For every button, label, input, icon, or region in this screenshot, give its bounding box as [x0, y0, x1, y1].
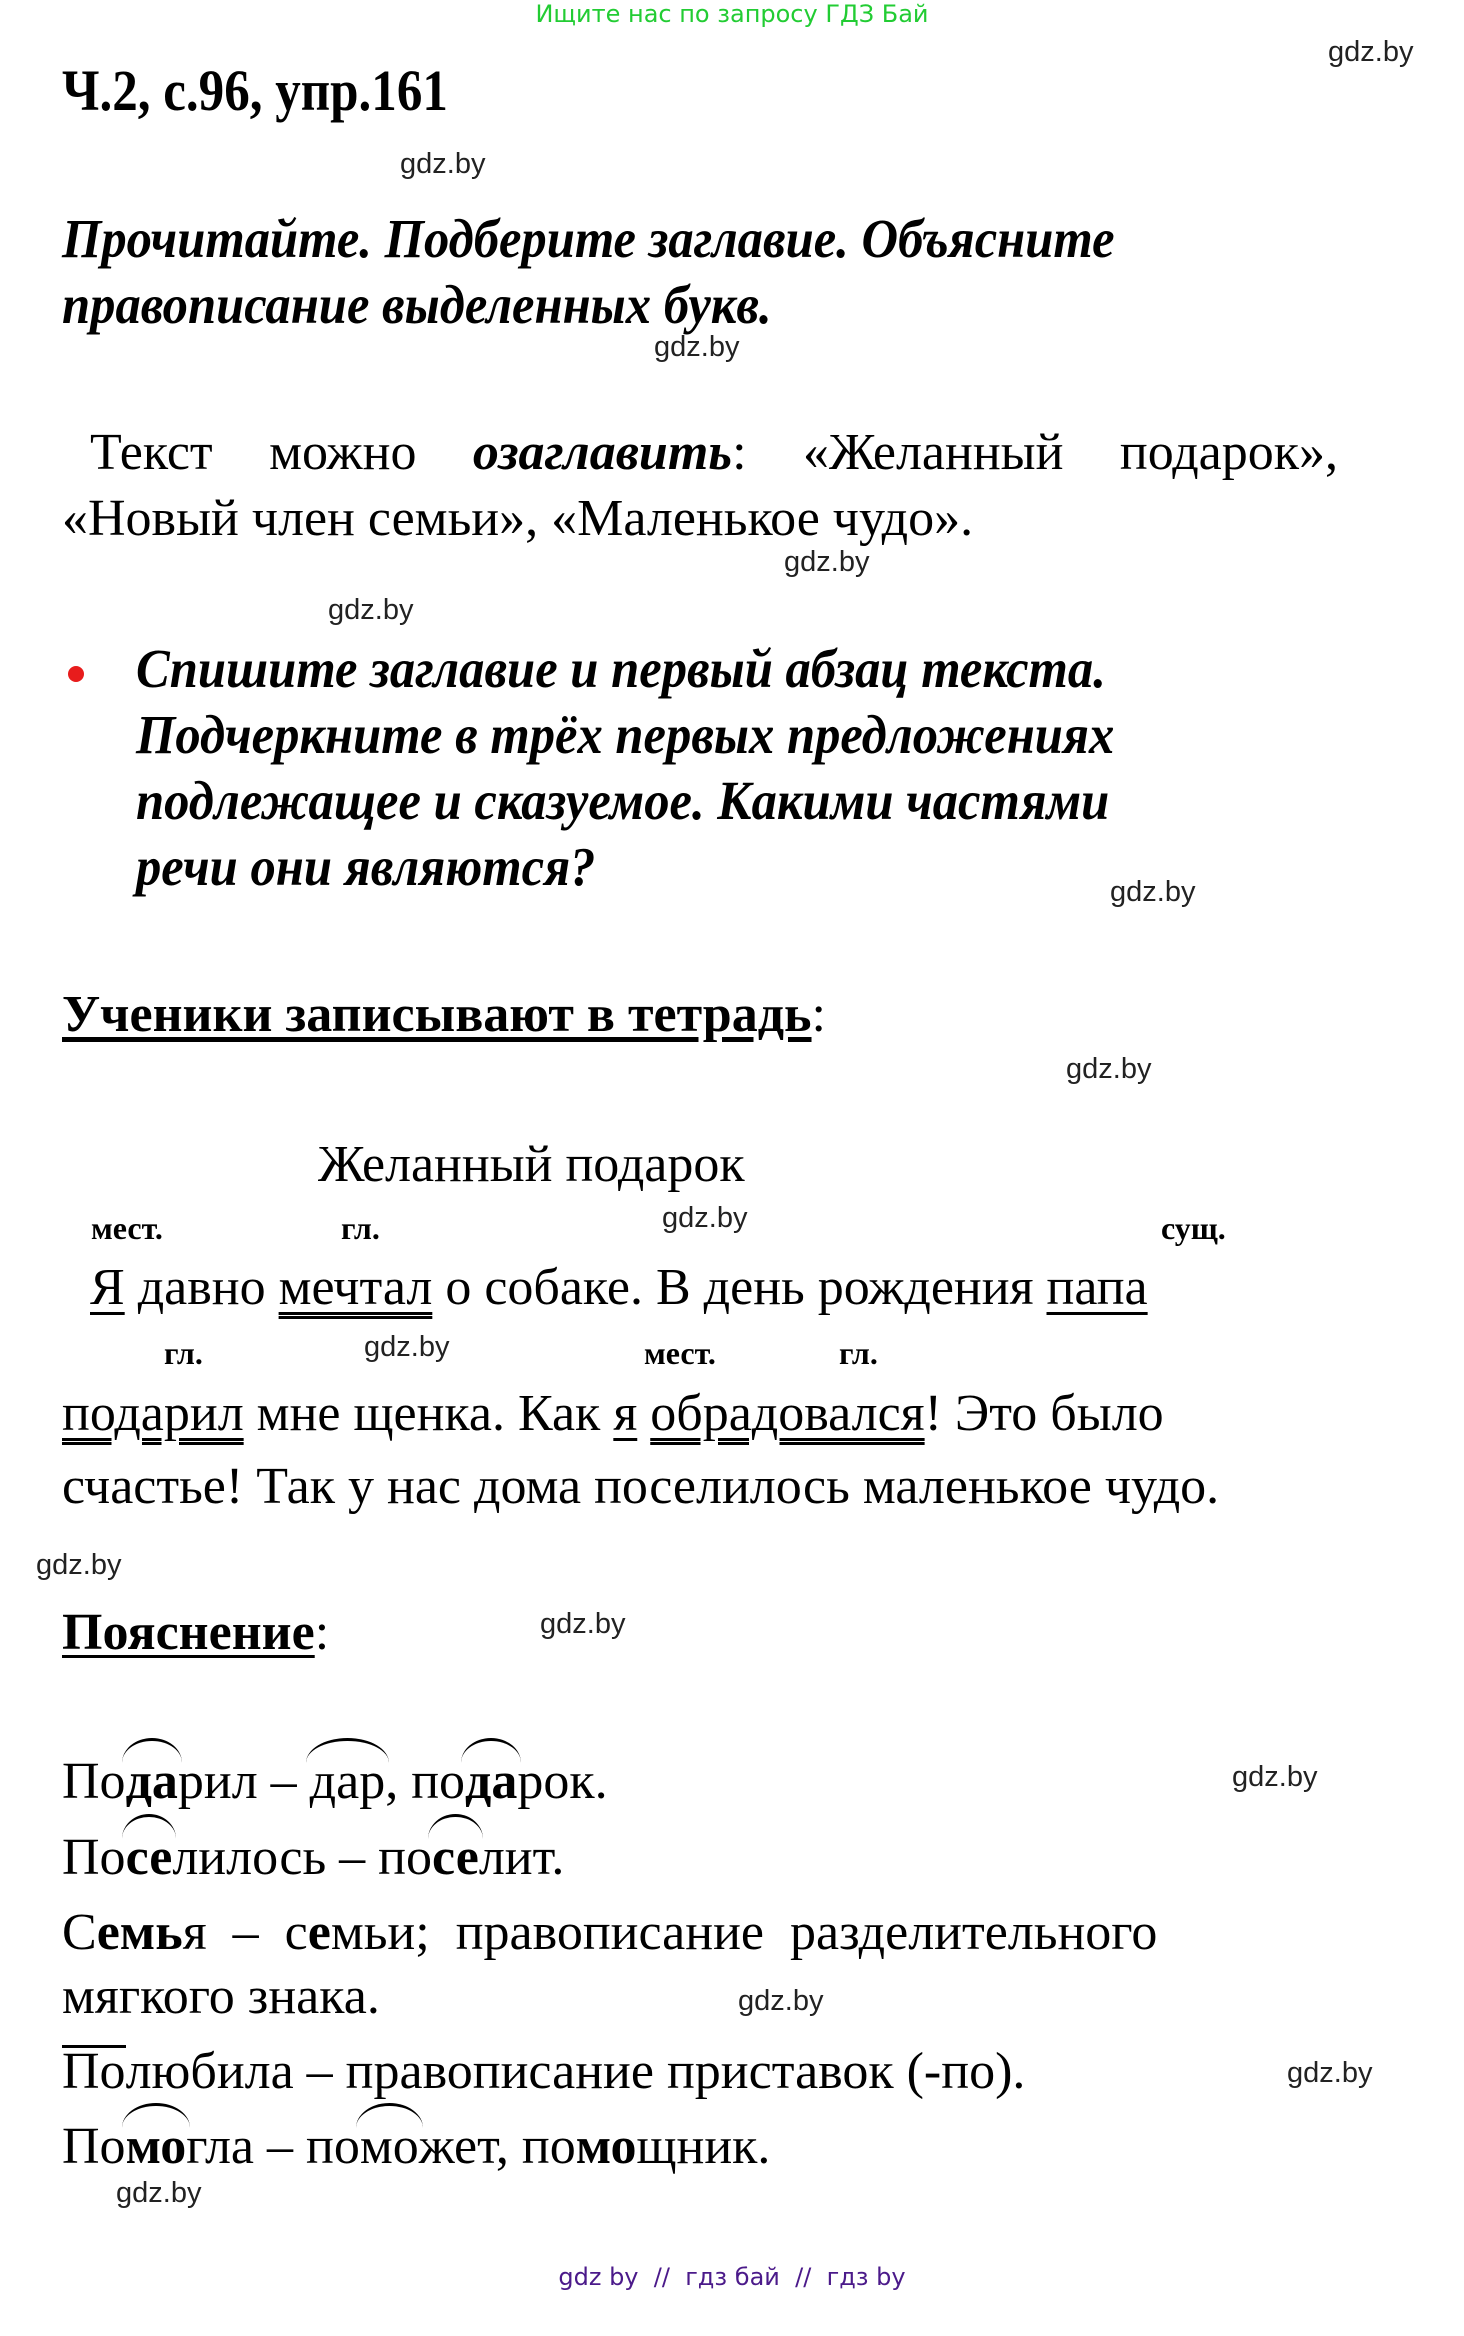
watermark: gdz.by [36, 1549, 122, 1581]
task-line-2: правописание выделенных букв. [62, 274, 772, 335]
highlighted-letter: мь [119, 1904, 183, 1961]
heading-colon: : [314, 1604, 330, 1661]
watermark: gdz.by [364, 1331, 450, 1363]
predicate-word: мечтал [278, 1259, 433, 1316]
watermark: gdz.by [1328, 36, 1414, 68]
pos-label: мест. [644, 1335, 716, 1371]
watermark: gdz.by [400, 148, 486, 180]
pos-label: гл. [164, 1335, 203, 1371]
explanation-row-2 [62, 1828, 564, 1888]
highlighted-letter: е [307, 1904, 331, 1961]
notebook-heading-text: Ученики записывают в тетрадь [62, 986, 812, 1043]
text: – с [206, 1904, 308, 1961]
pos-label: сущ. [1161, 1210, 1226, 1246]
text: По [62, 1829, 126, 1886]
text: давно [124, 1259, 279, 1316]
text: лит. [478, 1829, 565, 1886]
highlighted-letter: е [96, 1904, 120, 1961]
subject-word: я [613, 1385, 638, 1442]
watermark: gdz.by [1066, 1053, 1152, 1085]
watermark: gdz.by [1232, 1761, 1318, 1793]
text: любила – правописание приставок (-по). [125, 2043, 1026, 2100]
pos-label: мест. [91, 1210, 163, 1246]
explanation-row-1 [62, 1752, 608, 1812]
text: – по [254, 2118, 360, 2175]
text: щник. [636, 2118, 771, 2175]
watermark: gdz.by [662, 1202, 748, 1234]
text: я [182, 1904, 207, 1961]
sentence-3: счастье! Так у нас дома поселилось маленькое чудо. [62, 1458, 1220, 1515]
text: По [62, 1753, 126, 1810]
root-mark: мо [125, 2118, 187, 2175]
intro-suffix: : «Желанный подарок», «Новый член семьи», «Маленькое чудо». [62, 424, 1338, 547]
root-mark: да [125, 1753, 178, 1810]
text: рок. [517, 1753, 608, 1810]
text: лось – по [226, 1829, 433, 1886]
text: , по [385, 1753, 466, 1810]
bullet-task-line-4: речи они являются? [136, 836, 596, 897]
explanation-heading-text: Пояснение [62, 1604, 315, 1661]
text: о собаке. В день рождения [432, 1259, 1047, 1316]
pos-label: гл. [839, 1335, 878, 1371]
task-line-1: Прочитайте. Подберите заглавие. Объясните [62, 208, 1115, 269]
subject-word: Я [90, 1259, 125, 1316]
explanation-heading [62, 1603, 329, 1663]
root-mark: се [125, 1829, 173, 1886]
text: р [177, 1753, 204, 1810]
intro-keyword: озаглавить [472, 424, 733, 481]
root-mark: да [465, 1753, 518, 1810]
root-mark: дар [309, 1753, 386, 1810]
text: ли [172, 1829, 227, 1886]
text: жет, по [418, 2118, 576, 2175]
text: мне щенка. Как [243, 1385, 614, 1442]
search-banner: Ищите нас по запросу ГДЗ Бай [535, 0, 929, 28]
subject-word: папа [1046, 1259, 1148, 1316]
watermark: gdz.by [738, 1985, 824, 2017]
predicate-word: обрадовался [650, 1385, 925, 1442]
explanation-row-4 [62, 2042, 1025, 2102]
answer-intro [62, 420, 1338, 552]
watermark: gdz.by [540, 1608, 626, 1640]
heading-colon: : [811, 986, 826, 1043]
watermark: gdz.by [116, 2177, 202, 2209]
text: ил – [203, 1753, 310, 1810]
root-mark: се [432, 1829, 479, 1886]
highlighted-letter: мо [575, 2118, 637, 2175]
watermark: gdz.by [328, 594, 414, 626]
text: С [62, 1904, 97, 1961]
watermark: gdz.by [1287, 2057, 1373, 2089]
sentence-1 [90, 1258, 1148, 1318]
root-mark: мо [359, 2118, 419, 2175]
text: гла [186, 2118, 255, 2175]
prefix-mark: По [62, 2043, 126, 2100]
notebook-heading [62, 985, 826, 1045]
explanation-row-5 [62, 2117, 770, 2177]
text [637, 1385, 650, 1442]
intro-prefix: Текст можно [90, 424, 473, 481]
predicate-word: подарил [62, 1385, 244, 1442]
text: ! Это было [924, 1385, 1164, 1442]
text: мьи; правописание разделительного [330, 1904, 1158, 1961]
bullet-icon [68, 666, 84, 682]
page-title: Ч.2, с.96, упр.161 [62, 58, 448, 123]
watermark: gdz.by [654, 331, 740, 363]
sentence-2 [62, 1384, 1164, 1444]
pos-label: гл. [341, 1210, 380, 1246]
footer-links: gdz by // гдз бай // гдз by [558, 2263, 906, 2291]
text: По [62, 2118, 126, 2175]
watermark: gdz.by [784, 546, 870, 578]
explanation-row-3b: мягкого знака. [62, 1968, 380, 2025]
story-title: Желанный подарок [318, 1136, 745, 1193]
bullet-task-line-1: Спишите заглавие и первый абзац текста. [136, 638, 1106, 699]
bullet-task-line-3: подлежащее и сказуемое. Какими частями [136, 770, 1110, 831]
watermark: gdz.by [1110, 876, 1196, 908]
bullet-task-line-2: Подчеркните в трёх первых предложениях [136, 704, 1115, 765]
explanation-row-3 [62, 1903, 1157, 1963]
